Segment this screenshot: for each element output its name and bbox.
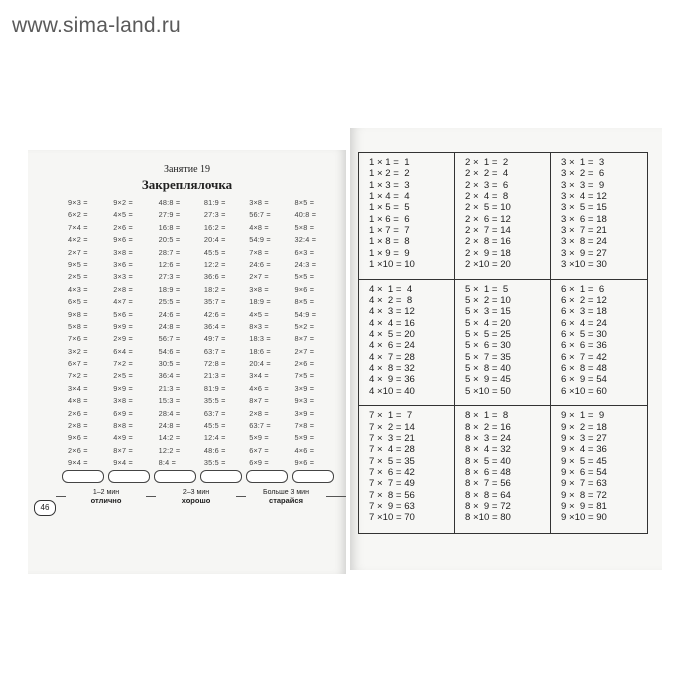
exercise-cell: 9×9 =	[113, 321, 133, 331]
exercise-cell: 5×2 =	[294, 321, 315, 331]
table-line: 3 × 1 = 3	[561, 157, 605, 168]
answer-box[interactable]	[200, 470, 242, 483]
exercise-cell: 9×6 =	[294, 284, 315, 294]
table-line: 1 × 2 = 2	[369, 168, 410, 180]
exercise-cell: 63:7 =	[249, 421, 271, 431]
exercise-cell: 9×6 =	[68, 433, 88, 443]
exercise-cell: 20:4 =	[203, 235, 226, 245]
exercise-cell: 8×3 =	[249, 321, 269, 331]
table-line: 8 × 2 = 16	[465, 421, 511, 433]
table-line: 5 × 6 = 30	[465, 340, 511, 352]
exercise-cell: 4×6 =	[249, 383, 269, 393]
table-line: 8 × 1 = 8	[465, 410, 509, 422]
exercise-row	[68, 235, 340, 247]
table-line: 3 × 6 = 18	[561, 213, 607, 225]
table-line: 5 × 4 = 20	[465, 317, 511, 329]
table-line: 9 × 6 = 54	[561, 467, 607, 479]
table-line: 8 × 5 = 40	[465, 455, 511, 467]
exercise-cell: 7×6 =	[68, 334, 88, 344]
table-block-3	[551, 153, 647, 280]
table-line: 5 × 9 = 45	[465, 374, 511, 386]
exercise-cell: 30:5 =	[158, 359, 181, 369]
exercise-row	[68, 248, 340, 260]
right-page	[350, 128, 662, 570]
exercise-cell: 7×2 =	[68, 371, 88, 381]
table-line: 6 × 5 = 30	[561, 329, 607, 341]
table-block-8	[455, 406, 551, 533]
table-line: 7 × 7 = 49	[369, 478, 415, 490]
grade-time: 2–3 мин	[182, 489, 210, 496]
table-line: 1 × 4 = 4	[369, 191, 410, 203]
table-line: 3 × 9 = 27	[561, 247, 607, 259]
exercise-cell: 9×8 =	[68, 309, 88, 319]
table-line: 3 ×10 = 30	[561, 259, 607, 271]
exercise-cell: 56:7 =	[249, 210, 271, 220]
exercise-cell: 24:8 =	[158, 321, 181, 331]
exercise-cell: 16:2 =	[203, 222, 226, 232]
exercise-cell: 3×8 =	[249, 284, 269, 294]
exercise-cell: 20:5 =	[158, 235, 181, 245]
exercise-cell: 4×5 =	[113, 210, 133, 220]
exercise-cell: 9×4 =	[113, 458, 133, 468]
table-line: 2 × 1 = 2	[465, 157, 509, 168]
table-line: 4 × 3 = 12	[369, 306, 415, 318]
exercise-row	[68, 334, 340, 346]
table-line: 6 × 6 = 36	[561, 340, 607, 352]
exercise-cell: 2×5 =	[68, 272, 88, 282]
exercise-cell: 8×5 =	[294, 297, 315, 307]
exercise-cell: 21:3 =	[158, 383, 181, 393]
table-block-7	[359, 406, 455, 533]
exercise-row	[68, 310, 340, 322]
exercise-cell: 2×7 =	[294, 346, 315, 356]
exercise-cell: 8:4 =	[158, 458, 177, 468]
exercise-cell: 8×5 =	[294, 198, 315, 207]
exercise-cell: 2×8 =	[249, 408, 269, 418]
exercise-cell: 35:5 =	[203, 396, 226, 406]
table-line: 4 ×10 = 40	[369, 385, 415, 397]
exercise-cell: 45:5 =	[203, 421, 226, 431]
exercise-cell: 2×7 =	[249, 272, 269, 282]
exercise-row	[68, 458, 340, 470]
exercise-cell: 18:6 =	[249, 346, 271, 356]
table-line: 3 × 7 = 21	[561, 225, 607, 237]
exercise-cell: 3×8 =	[249, 198, 269, 207]
table-block-6	[551, 280, 647, 407]
exercise-row	[68, 285, 340, 297]
table-line: 4 × 2 = 8	[369, 295, 413, 306]
table-line: 8 × 7 = 56	[465, 478, 511, 490]
exercise-grid	[68, 198, 340, 471]
exercise-cell: 4×8 =	[68, 396, 88, 406]
answer-box[interactable]	[246, 470, 288, 483]
table-line: 7 ×10 = 70	[369, 512, 415, 524]
table-line: 4 × 7 = 28	[369, 351, 415, 363]
table-line: 4 × 9 = 36	[369, 374, 415, 386]
exercise-cell: 3×4 =	[68, 383, 88, 393]
lesson-title: Закреплялочка	[141, 177, 233, 192]
exercise-cell: 49:7 =	[203, 334, 226, 344]
exercise-cell: 63:7 =	[203, 408, 226, 418]
answer-boxes	[62, 470, 342, 483]
grade-excellent	[66, 489, 146, 505]
exercise-cell: 3×6 =	[113, 259, 133, 269]
table-line: 4 × 8 = 32	[369, 363, 415, 375]
table-line: 7 × 2 = 14	[369, 421, 415, 433]
table-line: 2 × 7 = 14	[465, 225, 511, 237]
table-line: 5 × 1 = 5	[465, 283, 509, 295]
table-line: 2 ×10 = 20	[465, 259, 511, 271]
exercise-cell: 6×7 =	[68, 359, 88, 369]
exercise-row	[68, 371, 340, 383]
table-line: 6 × 4 = 24	[561, 317, 607, 329]
exercise-cell: 40:8 =	[294, 210, 317, 220]
exercise-cell: 4×3 =	[68, 284, 88, 294]
table-block-2	[455, 153, 551, 280]
table-line: 3 × 5 = 15	[561, 202, 607, 214]
exercise-cell: 36:4 =	[158, 371, 181, 381]
exercise-cell: 15:3 =	[158, 396, 181, 406]
exercise-cell: 6×2 =	[68, 210, 88, 220]
table-line: 1 × 3 = 3	[369, 179, 410, 191]
table-line: 3 × 8 = 24	[561, 236, 607, 248]
exercise-cell: 18:2 =	[203, 284, 226, 294]
grade-word: старайся	[269, 496, 303, 505]
exercise-cell: 36:6 =	[203, 272, 226, 282]
table-block-5	[455, 280, 551, 407]
table-line: 9 × 3 = 27	[561, 433, 607, 445]
exercise-cell: 6×7 =	[249, 445, 269, 455]
exercise-cell: 3×2 =	[68, 346, 88, 356]
exercise-cell: 25:5 =	[158, 297, 181, 307]
table-line: 7 × 9 = 63	[369, 501, 415, 513]
exercise-cell: 12:4 =	[203, 433, 226, 443]
table-line: 7 × 6 = 42	[369, 467, 415, 479]
grade-try-harder	[246, 489, 326, 505]
table-block-9	[551, 406, 647, 533]
exercise-cell: 8×7 =	[113, 445, 133, 455]
exercise-cell: 2×6 =	[68, 445, 88, 455]
table-line: 9 × 4 = 36	[561, 444, 607, 456]
exercise-cell: 36:4 =	[203, 321, 226, 331]
exercise-row	[68, 272, 340, 284]
table-line: 7 × 4 = 28	[369, 444, 415, 456]
table-line: 6 × 9 = 54	[561, 374, 607, 386]
table-line: 4 × 6 = 24	[369, 340, 415, 352]
table-line: 3 × 4 = 12	[561, 191, 607, 203]
table-line: 6 × 7 = 42	[561, 351, 607, 363]
table-line: 8 × 4 = 32	[465, 444, 511, 456]
exercise-cell: 9×5 =	[68, 259, 88, 269]
table-line: 1 × 9 = 9	[369, 247, 410, 259]
exercise-cell: 2×8 =	[68, 421, 88, 431]
exercise-cell: 2×7 =	[68, 247, 88, 257]
answer-box[interactable]	[292, 470, 334, 483]
exercise-row	[68, 409, 340, 421]
exercise-cell: 5×8 =	[68, 321, 88, 331]
exercise-cell: 35:5 =	[203, 458, 226, 468]
table-line: 2 × 8 = 16	[465, 236, 511, 248]
grade-word: отлично	[90, 496, 122, 505]
exercise-cell: 6×5 =	[68, 297, 88, 307]
table-line: 6 × 3 = 18	[561, 306, 607, 318]
exercise-cell: 4×9 =	[113, 433, 133, 443]
table-line: 3 × 2 = 6	[561, 168, 605, 180]
exercise-cell: 54:9 =	[249, 235, 271, 245]
table-line: 2 × 4 = 8	[465, 191, 509, 203]
exercise-row	[68, 433, 340, 445]
exercise-cell: 5×9 =	[249, 433, 269, 443]
table-line: 5 × 5 = 25	[465, 329, 511, 341]
exercise-row	[68, 260, 340, 272]
table-line: 2 × 5 = 10	[465, 202, 511, 214]
table-line: 9 ×10 = 90	[561, 512, 607, 524]
exercise-cell: 35:7 =	[203, 297, 226, 307]
table-line: 6 × 2 = 12	[561, 295, 607, 306]
exercise-row	[68, 347, 340, 359]
exercise-cell: 63:7 =	[203, 346, 226, 356]
table-line: 1 × 7 = 7	[369, 225, 410, 237]
exercise-row	[68, 384, 340, 396]
exercise-cell: 56:7 =	[158, 334, 181, 344]
exercise-cell: 3×4 =	[249, 371, 269, 381]
exercise-cell: 4×2 =	[68, 235, 88, 245]
exercise-cell: 4×5 =	[249, 309, 269, 319]
table-line: 2 × 3 = 6	[465, 179, 509, 191]
exercise-cell: 24:6 =	[249, 259, 271, 269]
grade-time: Больше 3 мин	[263, 489, 309, 496]
exercise-cell: 4×7 =	[113, 297, 133, 307]
table-line: 9 × 9 = 81	[561, 501, 607, 513]
table-line: 5 × 7 = 35	[465, 351, 511, 363]
exercise-row	[68, 446, 340, 458]
exercise-cell: 2×5 =	[113, 371, 133, 381]
answer-box[interactable]	[62, 470, 104, 483]
exercise-cell: 12:6 =	[158, 259, 181, 269]
table-line: 9 × 1 = 9	[561, 410, 605, 422]
exercise-cell: 20:4 =	[249, 359, 271, 369]
table-line: 8 × 8 = 64	[465, 489, 511, 501]
exercise-cell: 18:9 =	[158, 284, 181, 294]
table-line: 2 × 9 = 18	[465, 247, 511, 259]
exercise-cell: 5×5 =	[294, 272, 315, 282]
table-line: 1 × 1 = 1	[369, 157, 410, 168]
exercise-cell: 2×6 =	[113, 222, 133, 232]
exercise-cell: 27:9 =	[158, 210, 181, 220]
table-line: 6 × 8 = 48	[561, 363, 607, 375]
exercise-cell: 9×6 =	[294, 458, 315, 468]
exercise-row	[68, 359, 340, 371]
exercise-cell: 72:8 =	[203, 359, 226, 369]
table-line: 5 ×10 = 50	[465, 385, 511, 397]
table-line: 8 ×10 = 80	[465, 512, 511, 524]
exercise-cell: 81:9 =	[203, 198, 226, 207]
exercise-cell: 7×2 =	[113, 359, 133, 369]
exercise-cell: 2×6 =	[68, 408, 88, 418]
book-spread	[28, 128, 666, 570]
exercise-cell: 6×9 =	[113, 408, 133, 418]
table-line: 9 × 8 = 72	[561, 489, 607, 501]
exercise-row	[68, 210, 340, 222]
exercise-row	[68, 322, 340, 334]
table-line: 4 × 1 = 4	[369, 283, 413, 295]
table-line: 7 × 8 = 56	[369, 489, 415, 501]
table-line: 4 × 5 = 20	[369, 329, 415, 341]
table-line: 7 × 3 = 21	[369, 433, 415, 445]
exercise-cell: 12:2 =	[158, 445, 181, 455]
exercise-cell: 9×3 =	[294, 396, 315, 406]
table-line: 8 × 6 = 48	[465, 467, 511, 479]
exercise-cell: 27:3 =	[203, 210, 226, 220]
table-line: 5 × 3 = 15	[465, 306, 511, 318]
exercise-cell: 3×3 =	[113, 272, 133, 282]
exercise-row	[68, 297, 340, 309]
table-line: 2 × 6 = 12	[465, 213, 511, 225]
exercise-cell: 81:9 =	[203, 383, 226, 393]
table-line: 3 × 3 = 9	[561, 179, 605, 191]
exercise-cell: 9×9 =	[113, 383, 133, 393]
table-line: 5 × 8 = 40	[465, 363, 511, 375]
exercise-row	[68, 421, 340, 433]
grade-time: 1–2 мин	[92, 489, 120, 496]
exercise-cell: 21:3 =	[203, 371, 226, 381]
answer-box[interactable]	[154, 470, 196, 483]
exercise-cell: 12:2 =	[203, 259, 226, 269]
table-line: 7 × 1 = 7	[369, 410, 413, 422]
table-line: 1 ×10 = 10	[369, 259, 415, 271]
exercise-cell: 7×5 =	[294, 371, 315, 381]
table-line: 9 × 2 = 18	[561, 421, 607, 433]
exercise-cell: 3×9 =	[294, 383, 315, 393]
exercise-cell: 9×6 =	[113, 235, 133, 245]
table-line: 9 × 5 = 45	[561, 455, 607, 467]
left-page	[28, 150, 346, 574]
exercise-row	[68, 396, 340, 408]
answer-box[interactable]	[108, 470, 150, 483]
table-line: 1 × 6 = 6	[369, 213, 410, 225]
table-block-1	[359, 153, 455, 280]
exercise-cell: 27:3 =	[158, 272, 181, 282]
lesson-number: Занятие 19	[163, 164, 211, 175]
exercise-cell: 3×8 =	[113, 396, 133, 406]
exercise-cell: 7×8 =	[249, 247, 269, 257]
exercise-cell: 28:7 =	[158, 247, 181, 257]
table-line: 5 × 2 = 10	[465, 295, 511, 306]
exercise-cell: 9×3 =	[68, 198, 88, 207]
exercise-cell: 6×3 =	[294, 247, 315, 257]
exercise-cell: 14:2 =	[158, 433, 181, 443]
exercise-cell: 24:8 =	[158, 421, 181, 431]
table-line: 8 × 3 = 24	[465, 433, 511, 445]
exercise-cell: 24:6 =	[158, 309, 181, 319]
exercise-cell: 4×8 =	[249, 222, 269, 232]
exercise-cell: 7×4 =	[68, 222, 88, 232]
exercise-cell: 2×9 =	[113, 334, 133, 344]
grade-word: хорошо	[181, 496, 211, 505]
exercise-cell: 7×8 =	[294, 421, 315, 431]
exercise-cell: 45:5 =	[203, 247, 226, 257]
exercise-cell: 6×9 =	[249, 458, 269, 468]
exercise-cell: 48:8 =	[158, 198, 181, 207]
table-line: 2 × 2 = 4	[465, 168, 509, 180]
table-line: 6 × 1 = 6	[561, 283, 605, 295]
table-line: 8 × 9 = 72	[465, 501, 511, 513]
table-line: 1 × 5 = 5	[369, 202, 410, 214]
exercise-cell: 5×8 =	[294, 222, 315, 232]
exercise-cell: 5×9 =	[294, 433, 315, 443]
table-line: 7 × 5 = 35	[369, 455, 415, 467]
exercise-cell: 5×6 =	[113, 309, 133, 319]
exercise-cell: 8×8 =	[113, 421, 133, 431]
exercise-cell: 48:6 =	[203, 445, 226, 455]
table-line: 1 × 8 = 8	[369, 236, 410, 248]
page-number: 46	[34, 500, 56, 516]
exercise-cell: 54:9 =	[294, 309, 317, 319]
exercise-cell: 32:4 =	[294, 235, 317, 245]
multiplication-table	[358, 152, 648, 534]
exercise-cell: 3×9 =	[294, 408, 315, 418]
exercise-cell: 9×4 =	[68, 458, 88, 468]
exercise-row	[68, 223, 340, 235]
exercise-cell: 6×4 =	[113, 346, 133, 356]
exercise-row	[68, 198, 340, 210]
exercise-cell: 54:6 =	[158, 346, 181, 356]
exercise-cell: 4×6 =	[294, 445, 315, 455]
exercise-cell: 18:9 =	[249, 297, 271, 307]
exercise-cell: 8×7 =	[294, 334, 315, 344]
table-line: 9 × 7 = 63	[561, 478, 607, 490]
exercise-cell: 2×8 =	[113, 284, 133, 294]
grade-good	[156, 489, 236, 505]
exercise-cell: 8×7 =	[249, 396, 269, 406]
exercise-cell: 24:3 =	[294, 259, 317, 269]
table-line: 4 × 4 = 16	[369, 317, 415, 329]
exercise-cell: 28:4 =	[158, 408, 181, 418]
exercise-cell: 18:3 =	[249, 334, 271, 344]
exercise-cell: 9×2 =	[113, 198, 133, 207]
exercise-cell: 2×6 =	[294, 359, 315, 369]
table-line: 6 ×10 = 60	[561, 385, 607, 397]
exercise-cell: 42:6 =	[203, 309, 226, 319]
watermark-url: www.sima-land.ru	[12, 14, 181, 37]
table-block-4	[359, 280, 455, 407]
exercise-cell: 16:8 =	[158, 222, 181, 232]
exercise-cell: 3×8 =	[113, 247, 133, 257]
